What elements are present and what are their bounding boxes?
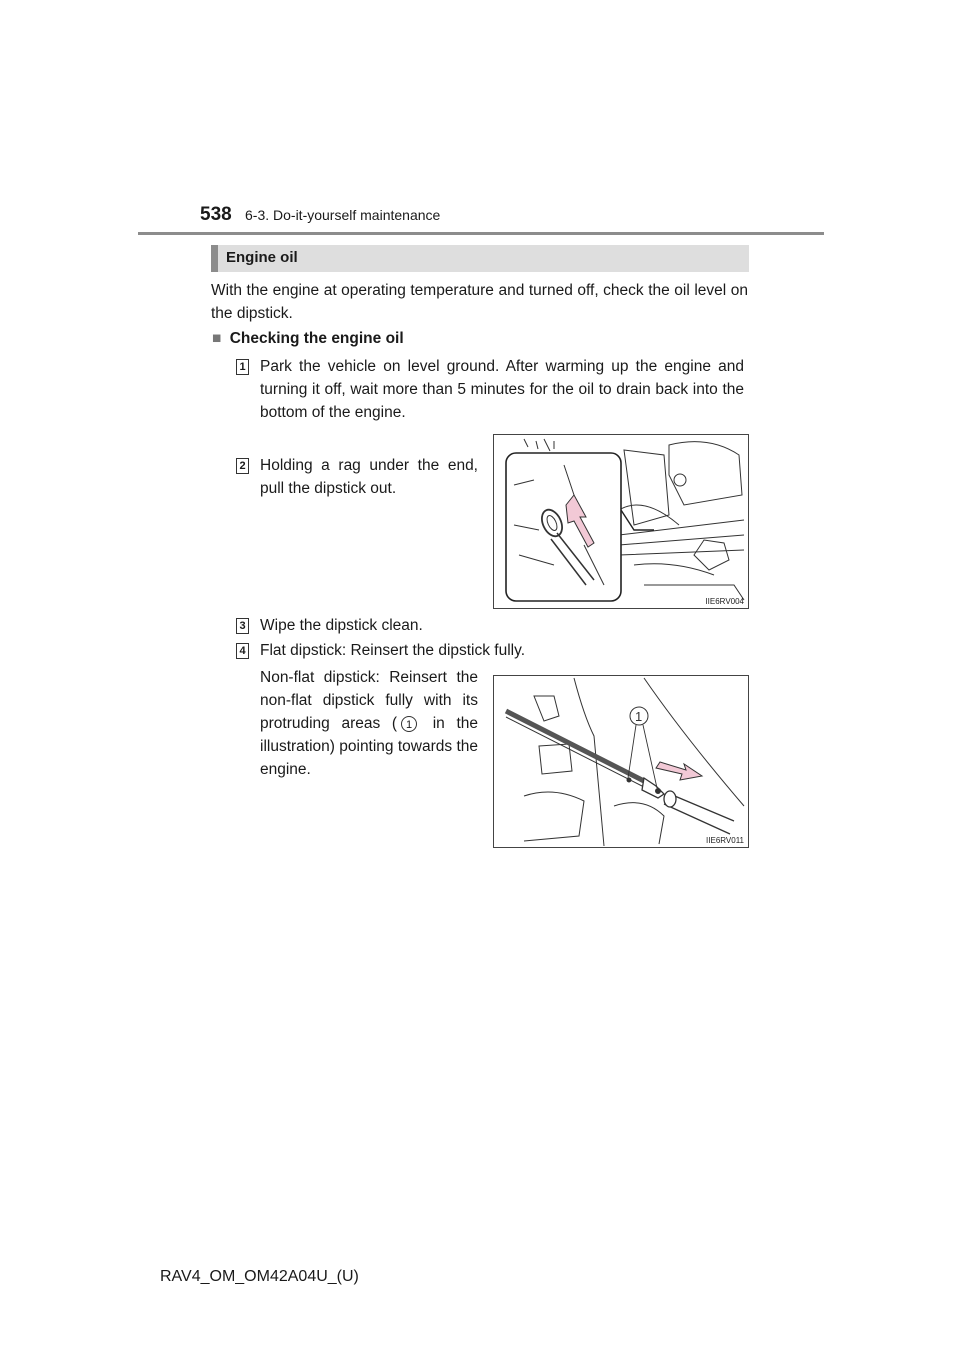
step-number-badge: 1 (236, 359, 249, 375)
figure-callout: 1 (635, 709, 643, 724)
figure-dipstick-reinsert (493, 675, 749, 848)
step-number-badge: 3 (236, 618, 249, 634)
header-rule (138, 232, 824, 235)
section-heading: Engine oil (226, 249, 298, 266)
step-number-badge: 2 (236, 458, 249, 474)
step-number-badge: 4 (236, 643, 249, 659)
chapter-title: 6-3. Do-it-yourself maintenance (245, 207, 441, 223)
document-footer: RAV4_OM_OM42A04U_(U) (160, 1268, 359, 1285)
subsection-heading (212, 330, 404, 348)
nonflat-text-start: Non-flat dipstick: Reinsert the non-flat dipstick fully with its protruding areas ( (260, 669, 478, 732)
step-4-text: Flat dipstick: Reinsert the dipstick fully. (260, 642, 526, 659)
square-bullet-icon: ■ (212, 330, 222, 347)
section-heading-bar (211, 245, 749, 272)
dipstick-illustration (494, 676, 748, 847)
step-2-text: Holding a rag under the end, pull the dipstick out. (260, 457, 478, 497)
figure-dipstick-removal (493, 434, 749, 609)
step-1-text: Park the vehicle on level ground. After warming up the engine and turning it off, wait more than 5 minutes for the oil to drain back into the bottom of the engine. (260, 358, 744, 421)
nonflat-paragraph (260, 666, 478, 781)
step-3-text: Wipe the dipstick clean. (260, 617, 423, 634)
callout-number: 1 (401, 716, 417, 732)
page-number: 538 (200, 204, 232, 225)
nonflat-text-end: in the illustration) pointing towards the engine. (260, 715, 478, 778)
engine-bay-illustration (494, 435, 748, 608)
intro-paragraph: With the engine at operating temperature and turned off, check the oil level on the dipstick. (211, 282, 748, 322)
figure-code: IIE6RV004 (705, 597, 744, 606)
subsection-title: Checking the engine oil (229, 330, 404, 347)
figure-code: IIE6RV011 (706, 836, 744, 845)
